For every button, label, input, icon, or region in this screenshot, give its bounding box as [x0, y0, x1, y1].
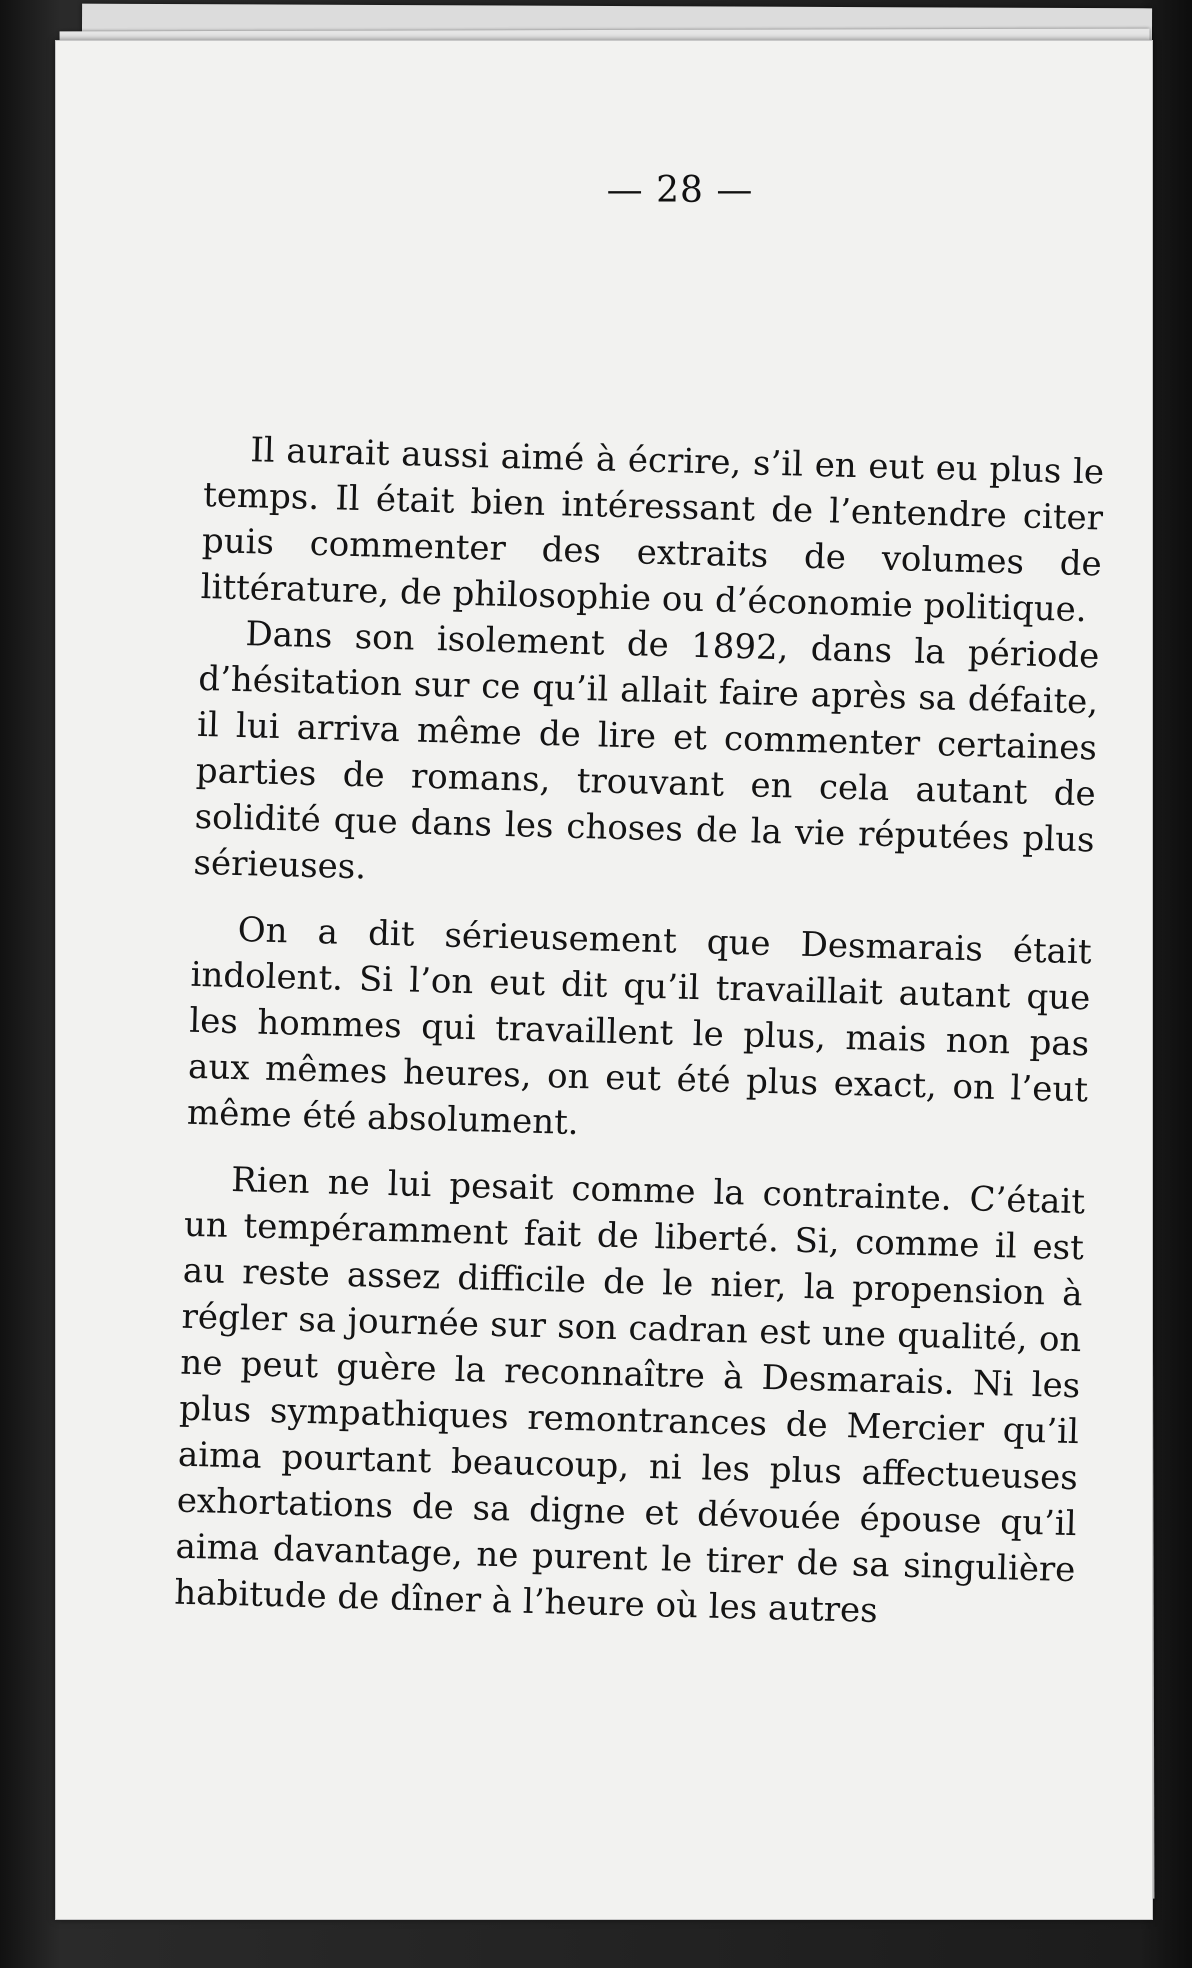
paragraph: Rien ne lui pesait comme la contrainte. C’était un tempéramment fait de liberté. Si, comme il est au reste assez difficile de le nier, la propension à régler sa journée sur son cadran est une qualité, on ne peut guère la reconnaître à Desmarais. Ni les plus sympathiques remontrances de Mercier qu’il aima pourtant beaucoup, ni les plus affectueuses exhortations de sa digne et dévouée épouse qu’il aima davantage, ne purent le tirer de sa singulière habitude de dîner à l’heure où les autres [173, 1159, 1086, 1632]
body-text [174, 426, 1105, 1639]
paragraph: Dans son isolement de 1892, dans la période d’hésitation sur ce qu’il allait faire après sa défaite, il lui arriva même de lire et commenter certaines parties de romans, trouvant en cela autant de solidité que dans les choses de la vie réputées plus sérieuses. [193, 614, 1100, 888]
page-number: — 28 — [606, 170, 754, 211]
paragraph: On a dit sérieusement que Desmarais était indolent. Si l’on eut dit qu’il travaillait autant que les hommes qui travaillent le plus, mais non pas aux mêmes heures, on eut été plus exact, on l’eut même été absolument. [186, 910, 1093, 1144]
book-page [55, 40, 1153, 1920]
paragraph: Il aurait aussi aimé à écrire, s’il en eut eu plus le temps. Il était bien intéressant de l’entendre citer puis commenter des extraits de volumes de littérature, de philosophie ou d’économie politique. [200, 430, 1105, 631]
